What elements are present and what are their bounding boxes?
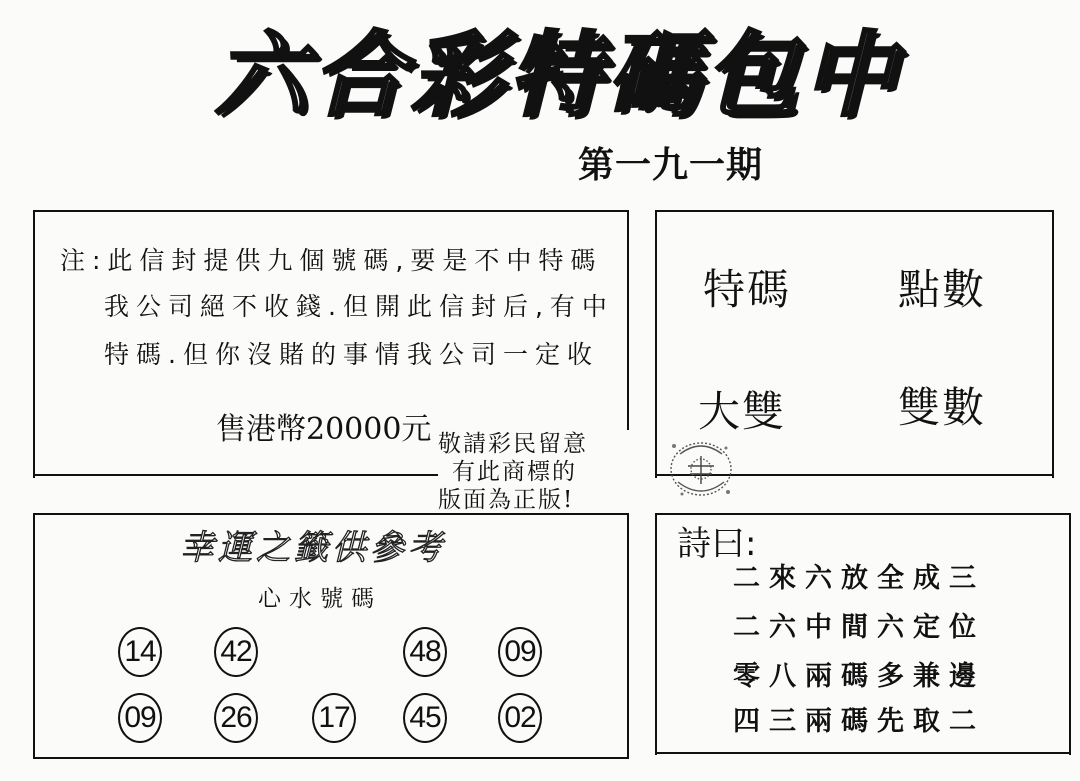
number-ball: 26 [214,693,258,743]
tip-even-number: 雙數 [898,383,987,432]
lucky-subtitle: 心水號碼 [258,586,382,612]
note-line-3: 特碼.但你沒賭的事情我公司一定收 [104,340,599,369]
poem-line-4: 四三兩碼先取二 [733,706,985,737]
poem-line-2: 二六中間六定位 [733,612,985,643]
notice-line-1: 敬請彩民留意 [438,431,588,457]
poem-line-1: 二來六放全成三 [733,563,985,594]
note-line-1: 注:此信封提供九個號碼,要是不中特碼 [60,246,603,275]
issue-number: 第一九一期 [578,145,764,186]
number-ball: 09 [118,693,162,743]
poem-line-3: 零八兩碼多兼邊 [733,661,985,692]
tip-special-code: 特碼 [703,265,792,314]
number-ball: 42 [214,627,258,677]
notice-line-2: 有此商標的 [452,459,577,485]
tip-big-even: 大雙 [698,387,787,436]
number-ball: 48 [403,627,447,677]
number-ball: 17 [312,693,356,743]
number-ball: 09 [498,627,542,677]
trademark-logo-icon [662,432,740,506]
price-text: 售港幣20000元 [216,412,432,447]
authenticity-notice [438,430,638,514]
number-ball: 45 [403,693,447,743]
tip-points: 點數 [898,265,987,314]
poem-label: 詩曰: [677,524,757,564]
note-line-2: 我公司絕不收錢.但開此信封后,有中 [104,292,614,321]
notice-line-3: 版面為正版! [438,487,575,513]
note-box-bottom-border [33,474,438,476]
lucky-title: 幸運之籤供參考 [180,528,446,568]
number-ball: 14 [118,627,162,677]
number-ball: 02 [498,693,542,743]
page-title: 六合彩特碼包中 [215,21,902,129]
poem-box-bottom-border [655,752,1069,754]
